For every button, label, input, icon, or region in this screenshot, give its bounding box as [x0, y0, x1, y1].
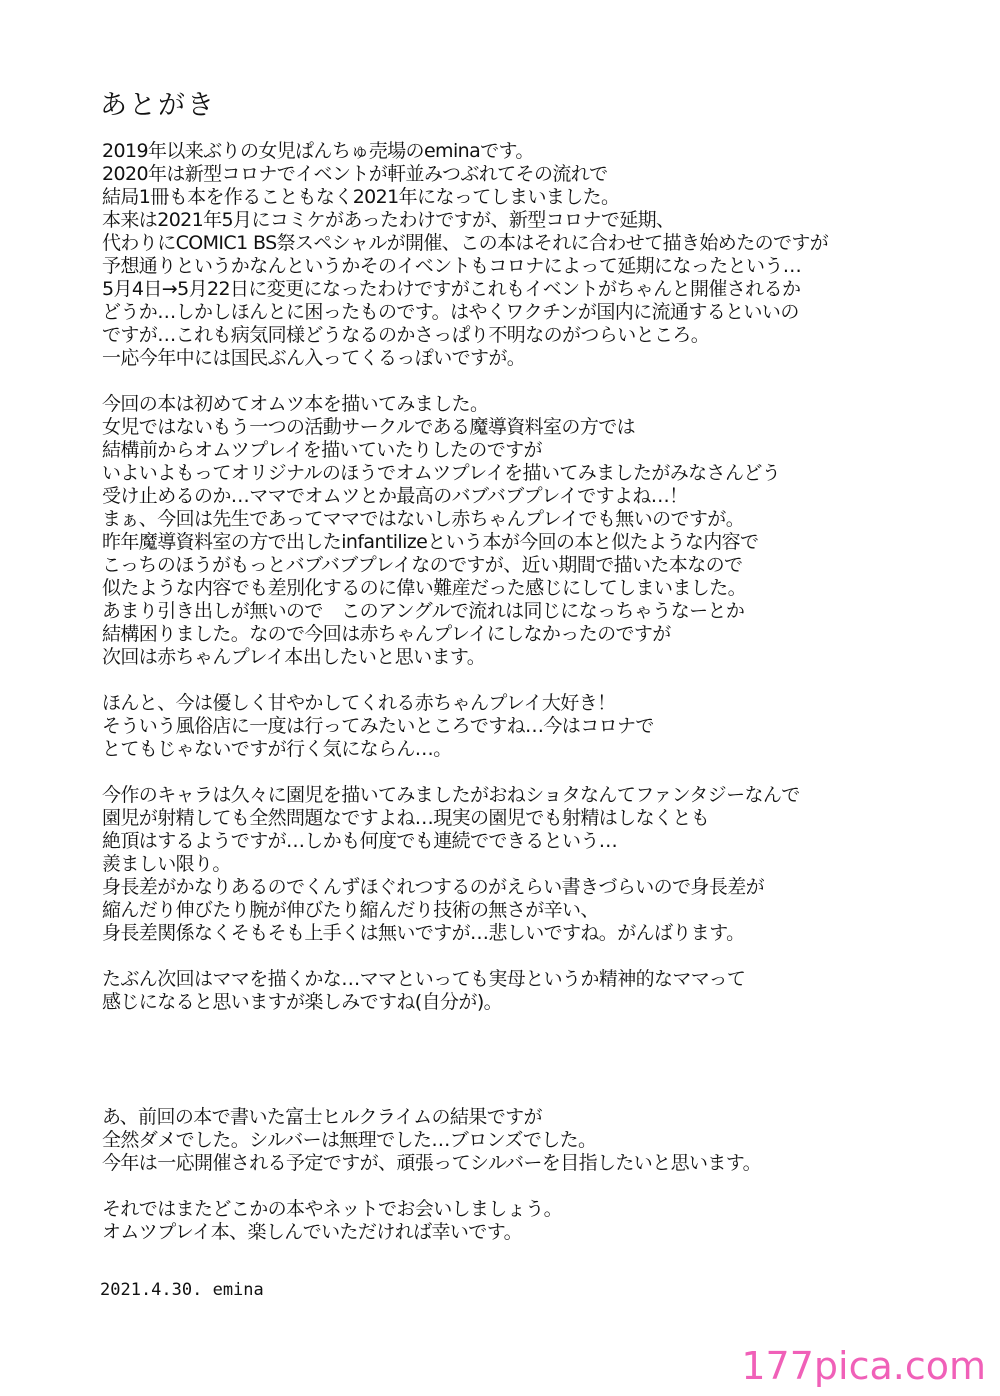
text-line: 昨年魔導資料室の方で出したinfantilizeという本が今回の本と似たような内容で — [102, 531, 759, 553]
text-line: こっちのほうがもっとバブバブプレイなのですが、近い期間で描いた本なので — [102, 554, 743, 576]
text-line: 次回は赤ちゃんプレイ本出したいと思います。 — [102, 646, 486, 668]
text-line: 今年は一応開催される予定ですが、頑張ってシルバーを目指したいと思います。 — [102, 1152, 762, 1174]
text-line: たぶん次回はママを描くかな…ママといっても実母というか精神的なママって — [102, 968, 746, 990]
text-line: 似たような内容でも差別化するのに偉い難産だった感じにしてしまいました。 — [102, 577, 747, 599]
paragraph-gap — [102, 945, 962, 968]
signature-date: 2021.4.30. emina — [100, 1280, 264, 1300]
paragraph-intro — [102, 140, 962, 370]
text-line: 園児が射精しても全然問題なですよね…現実の園児でも射精はしなくとも — [102, 807, 710, 829]
text-line: 5月4日→5月22日に変更になったわけですがこれもイベントがちゃんと開催されるか — [102, 278, 801, 300]
text-line: 全然ダメでした。シルバーは無理でした…ブロンズでした。 — [102, 1129, 597, 1151]
text-line: 縮んだり伸びたり腕が伸びたり縮んだり技術の無さが辛い、 — [102, 899, 599, 921]
text-line: 一応今年中には国民ぶん入ってくるっぽいですが。 — [102, 347, 526, 369]
text-line: 2019年以来ぶりの女児ぱんちゅ売場のeminaです。 — [102, 140, 534, 162]
text-line: あ、前回の本で書いた富士ヒルクライムの結果ですが — [102, 1106, 542, 1128]
paragraph-baby-play — [102, 692, 962, 761]
text-line: 結構前からオムツプレイを描いていたりしたのですが — [102, 439, 542, 461]
paragraph-next-time — [102, 968, 962, 1014]
text-line: まぁ、今回は先生であってママではないし赤ちゃんプレイでも無いのですが。 — [102, 508, 745, 530]
paragraph-diaper-book — [102, 393, 962, 669]
text-line: 身長差関係なくそもそも上手くは無いですが…悲しいですね。がんばります。 — [102, 922, 745, 944]
text-line: とてもじゃないですが行く気にならん…。 — [102, 738, 452, 760]
afterword-body — [102, 140, 962, 1244]
text-line: 女児ではないもう一つの活動サークルである魔導資料室の方では — [102, 416, 636, 438]
text-line: そういう風俗店に一度は行ってみたいところですね…今はコロナで — [102, 715, 654, 737]
text-line: 本来は2021年5月にコミケがあったわけですが、新型コロナで延期、 — [102, 209, 675, 231]
text-line: 予想通りというかなんというかそのイベントもコロナによって延期になったという… — [102, 255, 802, 277]
text-line: どうか…しかしほんとに困ったものです。はやくワクチンが国内に流通するといいの — [102, 301, 799, 323]
text-line: 今回の本は初めてオムツ本を描いてみました。 — [102, 393, 489, 415]
text-line: 今作のキャラは久々に園児を描いてみましたがおねショタなんてファンタジーなんで — [102, 784, 800, 806]
paragraph-gap — [102, 669, 962, 692]
text-line: 受け止めるのか…ママでオムツとか最高のバブバブプレイですよね…！ — [102, 485, 688, 507]
paragraph-characters — [102, 784, 962, 945]
text-line: 絶頂はするようですが…しかも何度でも連続でできるという… — [102, 830, 618, 852]
text-line: 結構困りました。なので今回は赤ちゃんプレイにしなかったのですが — [102, 623, 671, 645]
page-title: あとがき — [100, 90, 216, 121]
text-line: 2020年は新型コロナでイベントが軒並みつぶれてその流れで — [102, 163, 608, 185]
text-line: ですが…これも病気同様どうなるのかさっぱり不明なのがつらいところ。 — [102, 324, 710, 346]
text-line: あまり引き出しが無いので このアングルで流れは同じになっちゃうなーとか — [102, 600, 745, 622]
text-line: オムツプレイ本、楽しんでいただければ幸いです。 — [102, 1221, 522, 1243]
text-line: 結局1冊も本を作ることもなく2021年になってしまいました。 — [102, 186, 620, 208]
paragraph-gap — [102, 1014, 962, 1106]
text-line: ほんと、今は優しく甘やかしてくれる赤ちゃんプレイ大好き！ — [102, 692, 616, 714]
text-line: それではまたどこかの本やネットでお会いしましょう。 — [102, 1198, 563, 1220]
paragraph-gap — [102, 761, 962, 784]
text-line: いよいよもってオリジナルのほうでオムツプレイを描いてみましたがみなさんどう — [102, 462, 781, 484]
paragraph-gap — [102, 1175, 962, 1198]
text-line: 羨ましい限り。 — [102, 853, 231, 875]
text-line: 身長差がかなりあるのでくんずほぐれつするのがえらい書きづらいので身長差が — [102, 876, 765, 898]
paragraph-gap — [102, 370, 962, 393]
watermark-text[interactable]: 177pica.com — [741, 1344, 986, 1388]
text-line: 感じになると思いますが楽しみですね(自分が)。 — [102, 991, 503, 1013]
paragraph-closing — [102, 1198, 962, 1244]
paragraph-hill-climb — [102, 1106, 962, 1175]
text-line: 代わりにCOMIC1 BS祭スペシャルが開催、この本はそれに合わせて描き始めたのですが — [102, 232, 829, 254]
